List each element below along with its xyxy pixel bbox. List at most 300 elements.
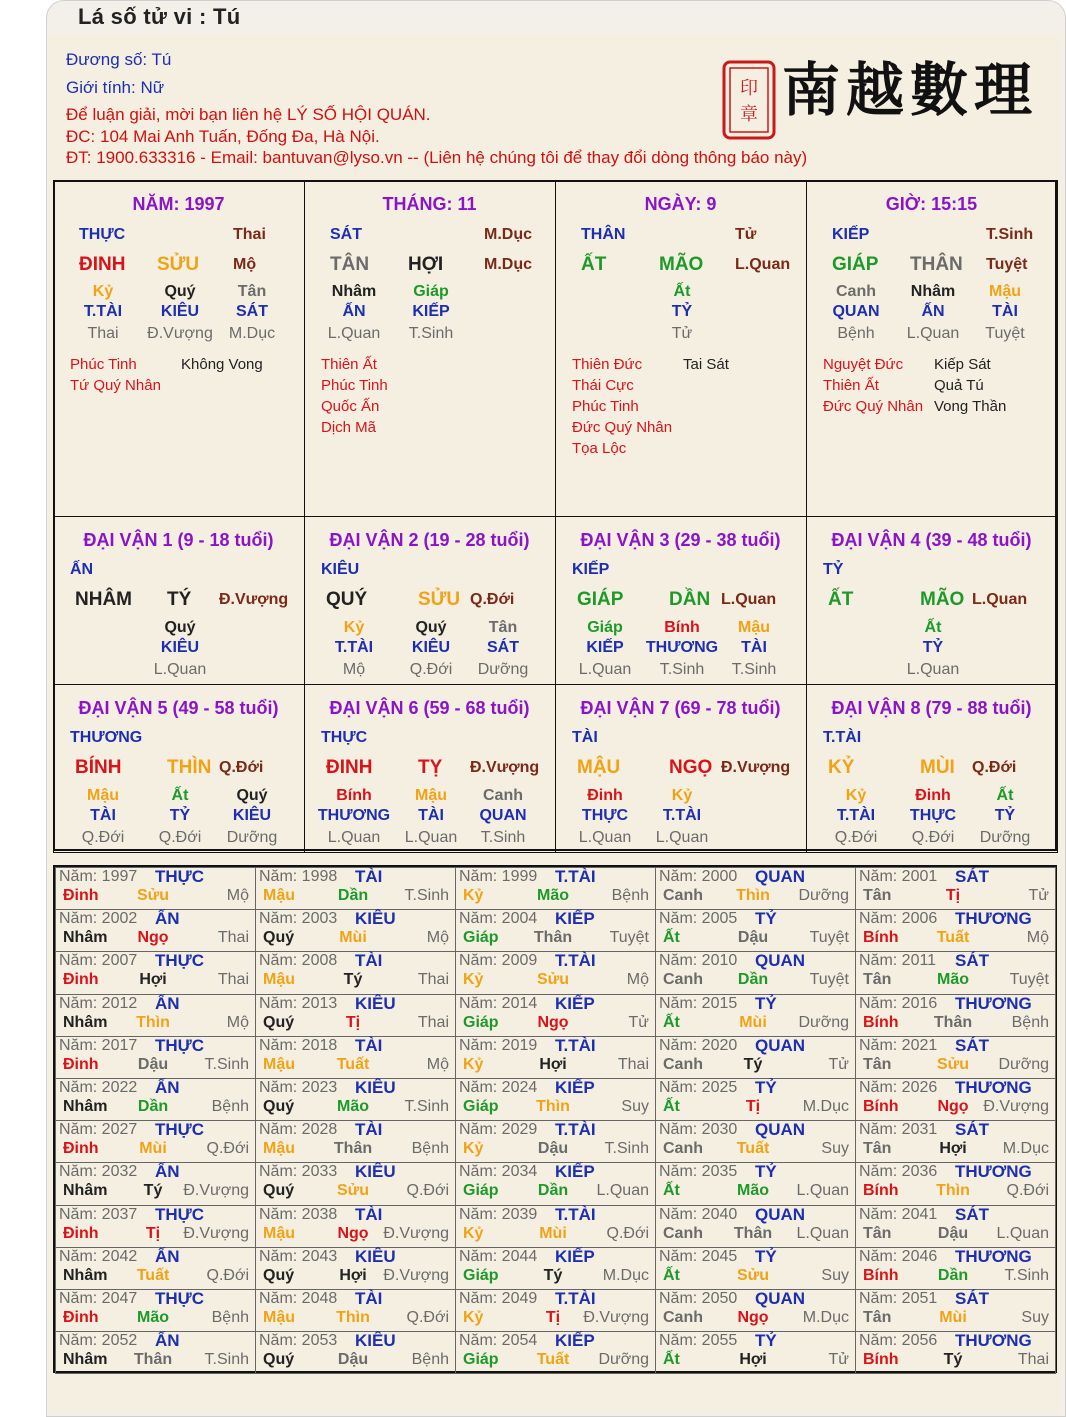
- year-chi: Ngọ: [537, 1013, 569, 1031]
- year-state: Đ.Vượng: [383, 1266, 449, 1284]
- year-chi: Tị: [545, 1309, 561, 1326]
- svg-text:章: 章: [740, 104, 758, 125]
- pillar-state: L.Quan: [735, 256, 791, 273]
- year-star: T.TÀI: [555, 1289, 596, 1308]
- nam-viet-so-ly-logo: [722, 46, 1042, 142]
- year-star: ẤN: [155, 1162, 180, 1182]
- pillar-chi: THÂN: [910, 254, 963, 275]
- year-star: SÁT: [955, 1204, 989, 1224]
- owner-name: Đương số: Tú: [66, 50, 172, 69]
- dai-van-can: QUÝ: [326, 589, 368, 610]
- year-chi: Tị: [745, 1098, 761, 1115]
- hidden-state: Dưỡng: [226, 829, 278, 846]
- hidden-star: KIÊU: [160, 639, 200, 656]
- year-can: Tân: [863, 1309, 892, 1326]
- year-star: T.TÀI: [555, 867, 596, 886]
- hidden-state: T.Sinh: [408, 325, 454, 342]
- year-chi: Tý: [143, 1182, 163, 1200]
- year-chi: Mão: [737, 1182, 769, 1200]
- year-can: Canh: [663, 971, 703, 989]
- year-star: KIÊU: [355, 1078, 396, 1097]
- year-chi: Tuất: [336, 1055, 370, 1073]
- pillar-star: THỰC: [79, 226, 126, 243]
- year-star: TÀI: [355, 1289, 383, 1308]
- year-can: Kỷ: [463, 1309, 484, 1326]
- spirit-star: Kiếp Sát: [934, 356, 991, 373]
- dai-van-chi: MÙI: [920, 757, 955, 778]
- spirit-star: Nguyệt Đức: [823, 356, 904, 373]
- year-star: KIÊU: [355, 1246, 396, 1266]
- hidden-state: Q.Đới: [409, 661, 453, 678]
- hidden-state: L.Quan: [153, 661, 207, 678]
- hidden-star: ẤN: [342, 303, 366, 320]
- dai-van-star: TỶ: [823, 561, 844, 578]
- year-label: Năm: 2035: [659, 1163, 738, 1181]
- dai-van-star: KIÊU: [321, 561, 360, 578]
- hidden-state: L.Quan: [327, 829, 381, 846]
- year-state: Đ.Vượng: [183, 1224, 249, 1242]
- dai-van-star: THƯƠNG: [70, 729, 143, 746]
- spirit-star: Tứ Quý Nhân: [70, 377, 161, 394]
- year-can: Đinh: [63, 1309, 99, 1326]
- hidden-star: KIÊU: [411, 639, 451, 656]
- year-state: L.Quan: [796, 1224, 849, 1242]
- year-can: Nhâm: [63, 1098, 108, 1115]
- year-label: Năm: 2034: [459, 1163, 538, 1181]
- dai-van-state: Q.Đới: [470, 591, 515, 608]
- spirit-star: Phúc Tinh: [70, 356, 137, 373]
- year-star: QUAN: [755, 951, 806, 971]
- year-state: Đ.Vượng: [983, 1098, 1049, 1115]
- year-label: Năm: 2018: [259, 1036, 338, 1054]
- year-can: Canh: [663, 1140, 703, 1158]
- hidden-state: T.Sinh: [480, 829, 526, 846]
- hidden-state: Đ.Vượng: [147, 325, 213, 342]
- year-star: TÀI: [355, 1120, 383, 1140]
- year-chi: Dần: [937, 1266, 969, 1284]
- hidden-stem: Quý: [415, 619, 447, 636]
- year-can: Quý: [263, 1182, 295, 1200]
- year-star: THỰC: [155, 1120, 205, 1140]
- year-label: Năm: 2011: [859, 952, 937, 970]
- year-star: TỶ: [755, 909, 777, 929]
- year-state: T.Sinh: [1004, 1266, 1049, 1284]
- year-can: Giáp: [463, 1013, 499, 1031]
- year-label: Năm: 2056: [859, 1332, 938, 1350]
- hidden-state: Q.Đới: [158, 829, 202, 846]
- year-star: SÁT: [955, 1035, 989, 1055]
- hidden-stem: Nhâm: [910, 283, 956, 300]
- hidden-stem: Ất: [171, 787, 189, 804]
- year-state: M.Dục: [802, 1309, 849, 1326]
- year-chi: Thân: [733, 1224, 773, 1242]
- year-chi: Dần: [337, 887, 369, 904]
- hidden-star: QUAN: [479, 807, 527, 824]
- year-chi: Tý: [943, 1351, 963, 1369]
- spirit-star: Tai Sát: [683, 356, 729, 373]
- year-star: TÀI: [355, 867, 383, 886]
- pillar-star-state: T.Sinh: [986, 226, 1034, 243]
- year-state: Tuyệt: [809, 971, 849, 989]
- year-state: Thai: [217, 971, 249, 989]
- year-chi: Dậu: [537, 1140, 569, 1158]
- year-label: Năm: 2041: [859, 1205, 938, 1223]
- spirit-star: Thiên Ất: [321, 356, 377, 373]
- year-label: Năm: 2029: [459, 1121, 538, 1139]
- year-label: Năm: 2046: [859, 1247, 938, 1265]
- year-star: KIẾP: [555, 1162, 595, 1182]
- pillar-chi: HỢI: [408, 254, 444, 275]
- year-label: Năm: 2012: [59, 994, 138, 1012]
- year-can: Quý: [263, 1098, 295, 1115]
- dai-van-chi: DẦN: [669, 589, 711, 610]
- year-star: TÀI: [355, 1204, 383, 1224]
- spirit-star: Thái Cực: [572, 377, 634, 394]
- year-star: TÀI: [355, 951, 383, 971]
- year-chi: Hợi: [339, 1266, 367, 1284]
- year-state: Dưỡng: [798, 887, 849, 904]
- year-label: Năm: 2054: [459, 1332, 538, 1350]
- year-label: Năm: 2031: [859, 1121, 938, 1139]
- hidden-star: T.TÀI: [334, 639, 374, 656]
- year-can: Nhâm: [63, 929, 108, 947]
- hidden-state: Tuyệt: [985, 325, 1025, 342]
- dai-van-chi: TỴ: [418, 757, 443, 778]
- year-label: Năm: 2033: [259, 1163, 338, 1181]
- year-label: Năm: 2020: [659, 1036, 738, 1054]
- year-can: Ất: [663, 1351, 680, 1369]
- year-can: Nhâm: [63, 1013, 108, 1031]
- year-can: Bính: [863, 1013, 899, 1031]
- pillar-star: KIẾP: [832, 226, 870, 243]
- hidden-stem: Canh: [483, 787, 523, 804]
- dai-van-chi: SỬU: [418, 589, 461, 610]
- pillar-chi: MÃO: [659, 254, 704, 275]
- spirit-star: Thiên Đức: [572, 356, 643, 373]
- year-label: Năm: 1999: [459, 868, 538, 885]
- year-chi: Tuất: [936, 929, 970, 947]
- dai-van-star: TÀI: [572, 729, 598, 746]
- year-state: Đ.Vượng: [183, 1182, 249, 1200]
- year-chi: Hợi: [139, 971, 167, 989]
- year-state: Mộ: [426, 1055, 449, 1073]
- year-chi: Hợi: [739, 1351, 767, 1369]
- dai-van-title: ĐẠI VẬN 1 (9 - 18 tuổi): [83, 530, 274, 550]
- dai-van-star: KIẾP: [572, 561, 610, 578]
- year-chi: Thân: [533, 929, 573, 947]
- hidden-state: Tử: [671, 325, 693, 342]
- dai-van-state: Q.Đới: [219, 759, 264, 776]
- year-state: Tử: [1028, 887, 1049, 904]
- year-star: T.TÀI: [555, 1120, 596, 1140]
- year-label: Năm: 2001: [859, 868, 938, 885]
- pillar-star-state: Tử: [735, 226, 757, 243]
- hidden-stem: Nhâm: [331, 283, 377, 300]
- year-star: KIẾP: [555, 1331, 595, 1351]
- year-can: Mậu: [263, 1224, 295, 1242]
- hidden-star: TỶ: [169, 807, 191, 824]
- year-can: Kỷ: [463, 887, 484, 904]
- year-star: KIÊU: [355, 1162, 396, 1182]
- year-can: Bính: [863, 1098, 899, 1115]
- year-can: Bính: [863, 1266, 899, 1284]
- year-can: Giáp: [463, 1182, 499, 1200]
- year-can: Mậu: [263, 1140, 295, 1158]
- year-label: Năm: 2043: [259, 1247, 338, 1265]
- year-label: Năm: 2050: [659, 1290, 738, 1307]
- year-can: Kỷ: [463, 1224, 484, 1242]
- year-can: Nhâm: [63, 1351, 108, 1369]
- year-can: Kỷ: [463, 971, 484, 989]
- year-star: ẤN: [155, 1246, 180, 1266]
- pillar-title: THÁNG: 11: [382, 194, 477, 214]
- year-star: KIÊU: [355, 1331, 396, 1351]
- year-star: ẤN: [155, 1078, 180, 1097]
- year-label: Năm: 2052: [59, 1332, 138, 1350]
- year-label: Năm: 2055: [659, 1332, 738, 1350]
- year-state: Q.Đới: [1006, 1182, 1049, 1200]
- year-star: THỰC: [155, 867, 205, 886]
- hidden-stem: Mậu: [415, 787, 447, 804]
- year-chi: Thìn: [536, 1098, 570, 1115]
- hidden-stem: Giáp: [587, 619, 623, 636]
- year-label: Năm: 2039: [459, 1205, 538, 1223]
- pillar-state: Tuyệt: [986, 256, 1028, 273]
- hidden-stem: Mậu: [738, 619, 770, 636]
- year-label: Năm: 2040: [659, 1205, 738, 1223]
- dai-van-title: ĐẠI VẬN 4 (39 - 48 tuổi): [831, 530, 1032, 550]
- spirit-star: Thiên Ất: [823, 377, 879, 394]
- year-star: KIẾP: [555, 1246, 595, 1266]
- year-star: THƯƠNG: [955, 993, 1032, 1013]
- year-label: Năm: 2023: [259, 1079, 338, 1096]
- hidden-state: Mộ: [342, 661, 366, 678]
- hidden-star: TÀI: [992, 303, 1018, 320]
- year-state: Bệnh: [411, 1140, 449, 1158]
- hidden-stem: Đinh: [915, 787, 951, 804]
- year-chi: Mùi: [539, 1224, 567, 1242]
- year-chi: Sửu: [136, 887, 170, 904]
- year-star: THƯƠNG: [955, 909, 1032, 929]
- year-star: ẤN: [155, 909, 180, 929]
- year-state: Mộ: [226, 887, 249, 904]
- hidden-state: Bệnh: [837, 325, 875, 342]
- pillar-star-state: M.Dục: [484, 226, 532, 243]
- hidden-stem: Quý: [236, 787, 268, 804]
- year-state: Suy: [821, 1140, 849, 1158]
- year-star: SÁT: [955, 1120, 989, 1140]
- year-star: THỰC: [155, 1035, 205, 1055]
- svg-text:印: 印: [740, 78, 758, 99]
- year-can: Canh: [663, 1224, 703, 1242]
- hidden-star: T.TÀI: [83, 303, 123, 320]
- hidden-state: T.Sinh: [659, 661, 705, 678]
- year-state: Thai: [417, 971, 449, 989]
- hidden-star: QUAN: [832, 303, 880, 320]
- year-label: Năm: 2038: [259, 1205, 338, 1223]
- year-state: T.Sinh: [204, 1055, 249, 1073]
- year-chi: Thìn: [736, 887, 770, 904]
- year-can: Nhâm: [63, 1266, 108, 1284]
- dai-van-state: Q.Đới: [972, 759, 1017, 776]
- year-state: Bệnh: [611, 887, 649, 904]
- pillar-can: ĐINH: [79, 254, 126, 275]
- spirit-star: Đức Quý Nhân: [572, 419, 673, 436]
- year-chi: Dần: [737, 971, 769, 989]
- year-chi: Tị: [345, 1013, 361, 1031]
- pillar-can: GIÁP: [832, 254, 879, 275]
- hidden-stem: Kỷ: [343, 619, 365, 636]
- year-state: Tử: [828, 1351, 849, 1369]
- year-star: QUAN: [755, 1204, 806, 1224]
- year-chi: Tuất: [136, 1266, 170, 1284]
- page-title: Lá số tử vi : Tú: [78, 4, 241, 29]
- year-state: Đ.Vượng: [383, 1224, 449, 1242]
- hidden-star: KIẾP: [586, 639, 624, 656]
- year-label: Năm: 2037: [59, 1205, 138, 1223]
- year-can: Tân: [863, 971, 892, 989]
- year-can: Ất: [663, 1266, 680, 1284]
- hidden-state: Dưỡng: [477, 661, 529, 678]
- year-state: T.Sinh: [204, 1351, 249, 1369]
- year-star: TỶ: [755, 993, 777, 1013]
- dai-van-title: ĐẠI VẬN 3 (29 - 38 tuổi): [580, 530, 781, 550]
- year-state: Tử: [628, 1013, 649, 1031]
- year-chi: Thìn: [136, 1013, 170, 1031]
- hidden-stem: Mậu: [87, 787, 119, 804]
- year-label: Năm: 2017: [59, 1036, 138, 1054]
- year-state: T.Sinh: [404, 1098, 449, 1115]
- dai-van-chi: THÌN: [167, 757, 212, 778]
- year-chi: Sửu: [536, 971, 570, 989]
- dai-van-title: ĐẠI VẬN 5 (49 - 58 tuổi): [78, 698, 279, 718]
- hidden-state: L.Quan: [578, 661, 632, 678]
- year-label: Năm: 2007: [59, 952, 138, 970]
- dai-van-chi: TÝ: [167, 589, 192, 610]
- year-chi: Dậu: [937, 1224, 969, 1242]
- year-state: T.Sinh: [604, 1140, 649, 1158]
- dai-van-state: Đ.Vượng: [219, 591, 289, 608]
- owner-gender: Giới tính: Nữ: [66, 78, 165, 97]
- pillar-title: NĂM: 1997: [132, 194, 225, 214]
- spirit-star: Quả Tú: [934, 377, 984, 394]
- hidden-star: TÀI: [418, 807, 444, 824]
- year-star: T.TÀI: [555, 1035, 596, 1055]
- year-can: Bính: [863, 1351, 899, 1369]
- year-can: Bính: [863, 1182, 899, 1200]
- year-chi: Thân: [933, 1013, 973, 1031]
- year-label: Năm: 2002: [59, 910, 138, 928]
- year-star: SÁT: [955, 1289, 989, 1308]
- dai-van-chi: MÃO: [920, 589, 965, 610]
- hidden-stem: Ất: [673, 283, 691, 300]
- year-can: Canh: [663, 887, 703, 904]
- hidden-state: L.Quan: [906, 661, 960, 678]
- year-label: Năm: 2014: [459, 994, 538, 1012]
- hidden-star: KIÊU: [160, 303, 200, 320]
- dai-van-state: Đ.Vượng: [721, 759, 791, 776]
- year-state: L.Quan: [996, 1224, 1049, 1242]
- year-state: Suy: [821, 1266, 849, 1284]
- year-label: Năm: 2044: [459, 1247, 538, 1265]
- year-label: Năm: 2005: [659, 910, 738, 928]
- pillar-state: M.Dục: [484, 256, 532, 273]
- year-state: Q.Đới: [406, 1182, 449, 1200]
- year-chi: Tý: [743, 1055, 763, 1073]
- year-state: Mộ: [1026, 929, 1049, 947]
- year-label: Năm: 2045: [659, 1247, 738, 1265]
- year-chi: Sửu: [736, 1266, 770, 1284]
- year-label: Năm: 2004: [459, 910, 538, 928]
- hidden-star: KIẾP: [412, 303, 450, 320]
- hidden-star: THƯƠNG: [317, 807, 391, 824]
- year-can: Đinh: [63, 887, 99, 904]
- hidden-state: Q.Đới: [81, 829, 125, 846]
- year-can: Giáp: [463, 929, 499, 947]
- year-label: Năm: 2019: [459, 1036, 538, 1054]
- hidden-stem: Tân: [488, 619, 518, 636]
- year-can: Giáp: [463, 1266, 499, 1284]
- year-chi: Thìn: [336, 1309, 370, 1326]
- year-chi: Mùi: [739, 1013, 767, 1031]
- year-can: Giáp: [463, 1098, 499, 1115]
- year-can: Canh: [663, 1309, 703, 1326]
- year-state: Dưỡng: [798, 1013, 849, 1031]
- hidden-state: L.Quan: [404, 829, 458, 846]
- year-state: Suy: [1021, 1309, 1049, 1326]
- dai-van-can: ẤT: [828, 589, 854, 610]
- year-star: T.TÀI: [555, 951, 596, 971]
- hidden-state: Thai: [87, 325, 119, 342]
- year-state: Suy: [621, 1098, 649, 1115]
- year-can: Ất: [663, 1098, 680, 1115]
- dai-van-state: L.Quan: [972, 591, 1028, 608]
- hidden-state: L.Quan: [655, 829, 709, 846]
- year-star: QUAN: [755, 1120, 806, 1140]
- year-can: Đinh: [63, 971, 99, 989]
- year-state: Q.Đới: [606, 1224, 649, 1242]
- year-can: Kỷ: [463, 1140, 484, 1158]
- year-label: Năm: 2053: [259, 1332, 338, 1350]
- year-can: Đinh: [63, 1224, 99, 1242]
- year-star: SÁT: [955, 951, 989, 971]
- year-label: Năm: 2051: [859, 1290, 938, 1307]
- dai-van-title: ĐẠI VẬN 8 (79 - 88 tuổi): [831, 698, 1032, 718]
- hidden-stem: Quý: [164, 283, 196, 300]
- year-star: TỶ: [755, 1162, 777, 1182]
- dai-van-title: ĐẠI VẬN 2 (19 - 28 tuổi): [329, 530, 530, 550]
- year-state: Dưỡng: [598, 1351, 649, 1369]
- year-can: Mậu: [263, 887, 295, 904]
- dai-van-state: Đ.Vượng: [470, 759, 540, 776]
- year-chi: Tị: [945, 887, 961, 904]
- hidden-stem: Quý: [164, 619, 196, 636]
- year-can: Kỷ: [463, 1055, 484, 1073]
- year-chi: Tị: [145, 1224, 161, 1242]
- year-star: THƯƠNG: [955, 1246, 1032, 1266]
- year-label: Năm: 2013: [259, 994, 338, 1012]
- year-state: Tuyệt: [809, 929, 849, 947]
- year-state: Dưỡng: [998, 1055, 1049, 1073]
- year-star: KIÊU: [355, 993, 396, 1013]
- phone-email-line: ĐT: 1900.633316 - Email: bantuvan@lyso.vn -- (Liên hệ chúng tôi để thay đổi dòng thông báo này): [66, 148, 808, 167]
- year-state: Thai: [217, 929, 249, 947]
- year-can: Bính: [863, 929, 899, 947]
- pillar-star: THÂN: [581, 226, 626, 243]
- dai-van-can: NHÂM: [75, 589, 132, 610]
- year-can: Tân: [863, 887, 892, 904]
- year-star: THƯƠNG: [955, 1331, 1032, 1351]
